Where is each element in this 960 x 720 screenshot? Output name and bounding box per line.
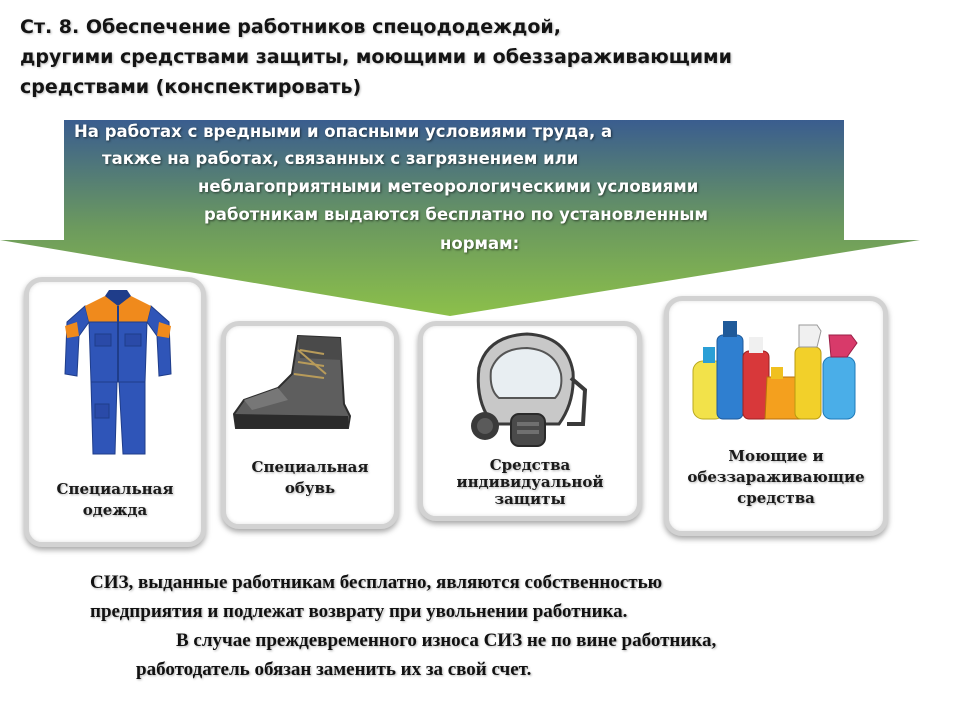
card-label-shoes [226, 457, 394, 499]
banner-text [64, 120, 844, 270]
card-label-shoes-line-1: Специальная [251, 458, 369, 476]
card-label-ppe-line-1: Средства [489, 456, 571, 474]
footer-line-3: В случае преждевременного износа СИЗ не по вине работника, [176, 630, 717, 651]
banner-line-3: неблагоприятными метеорологическими условиями [198, 177, 699, 196]
gas-mask-icon [459, 328, 589, 452]
card-label-shoes-line-2: обувь [284, 479, 336, 497]
banner-line-4: работникам выдаются бесплатно по установленным [204, 205, 708, 224]
card-ppe [418, 321, 642, 521]
card-label-clothing-line-1: Специальная [56, 480, 174, 498]
card-label-clothing-line-2: одежда [82, 501, 148, 519]
card-label-ppe-line-2: индивидуальной [456, 473, 604, 491]
safety-boot-icon [228, 330, 368, 440]
slide-title [20, 12, 940, 102]
card-label-clothing [29, 479, 201, 521]
banner-line-2: также на работах, связанных с загрязнением или [102, 149, 579, 168]
title-line-3: средствами (конспектировать) [20, 76, 362, 98]
footer-line-2: предприятия и подлежат возврату при увольнении работника. [90, 601, 628, 622]
card-special-clothing [24, 277, 206, 547]
banner-line-1: На работах с вредными и опасными условиями труда, а [74, 122, 613, 141]
title-line-1: Ст. 8. Обеспечение работников спецододеждой, [20, 16, 561, 38]
card-detergents [664, 296, 888, 536]
card-label-ppe [423, 457, 637, 508]
banner-line-5: нормам: [440, 234, 520, 253]
title-line-2: другими средствами защиты, моющими и обеззараживающими [20, 46, 732, 68]
footer-line-1: СИЗ, выданные работникам бесплатно, являются собственностью [90, 572, 663, 593]
workwear-overall-icon [63, 286, 173, 458]
card-label-detergents-line-2: обеззараживающие [687, 468, 865, 486]
card-special-shoes [221, 321, 399, 529]
card-label-detergents-line-1: Моющие и [728, 447, 824, 465]
detergent-bottles-icon [691, 317, 861, 423]
card-label-ppe-line-3: защиты [494, 490, 566, 508]
footer-line-4: работодатель обязан заменить их за свой счет. [136, 659, 532, 680]
card-label-detergents [669, 446, 883, 509]
card-label-detergents-line-3: средства [737, 489, 815, 507]
